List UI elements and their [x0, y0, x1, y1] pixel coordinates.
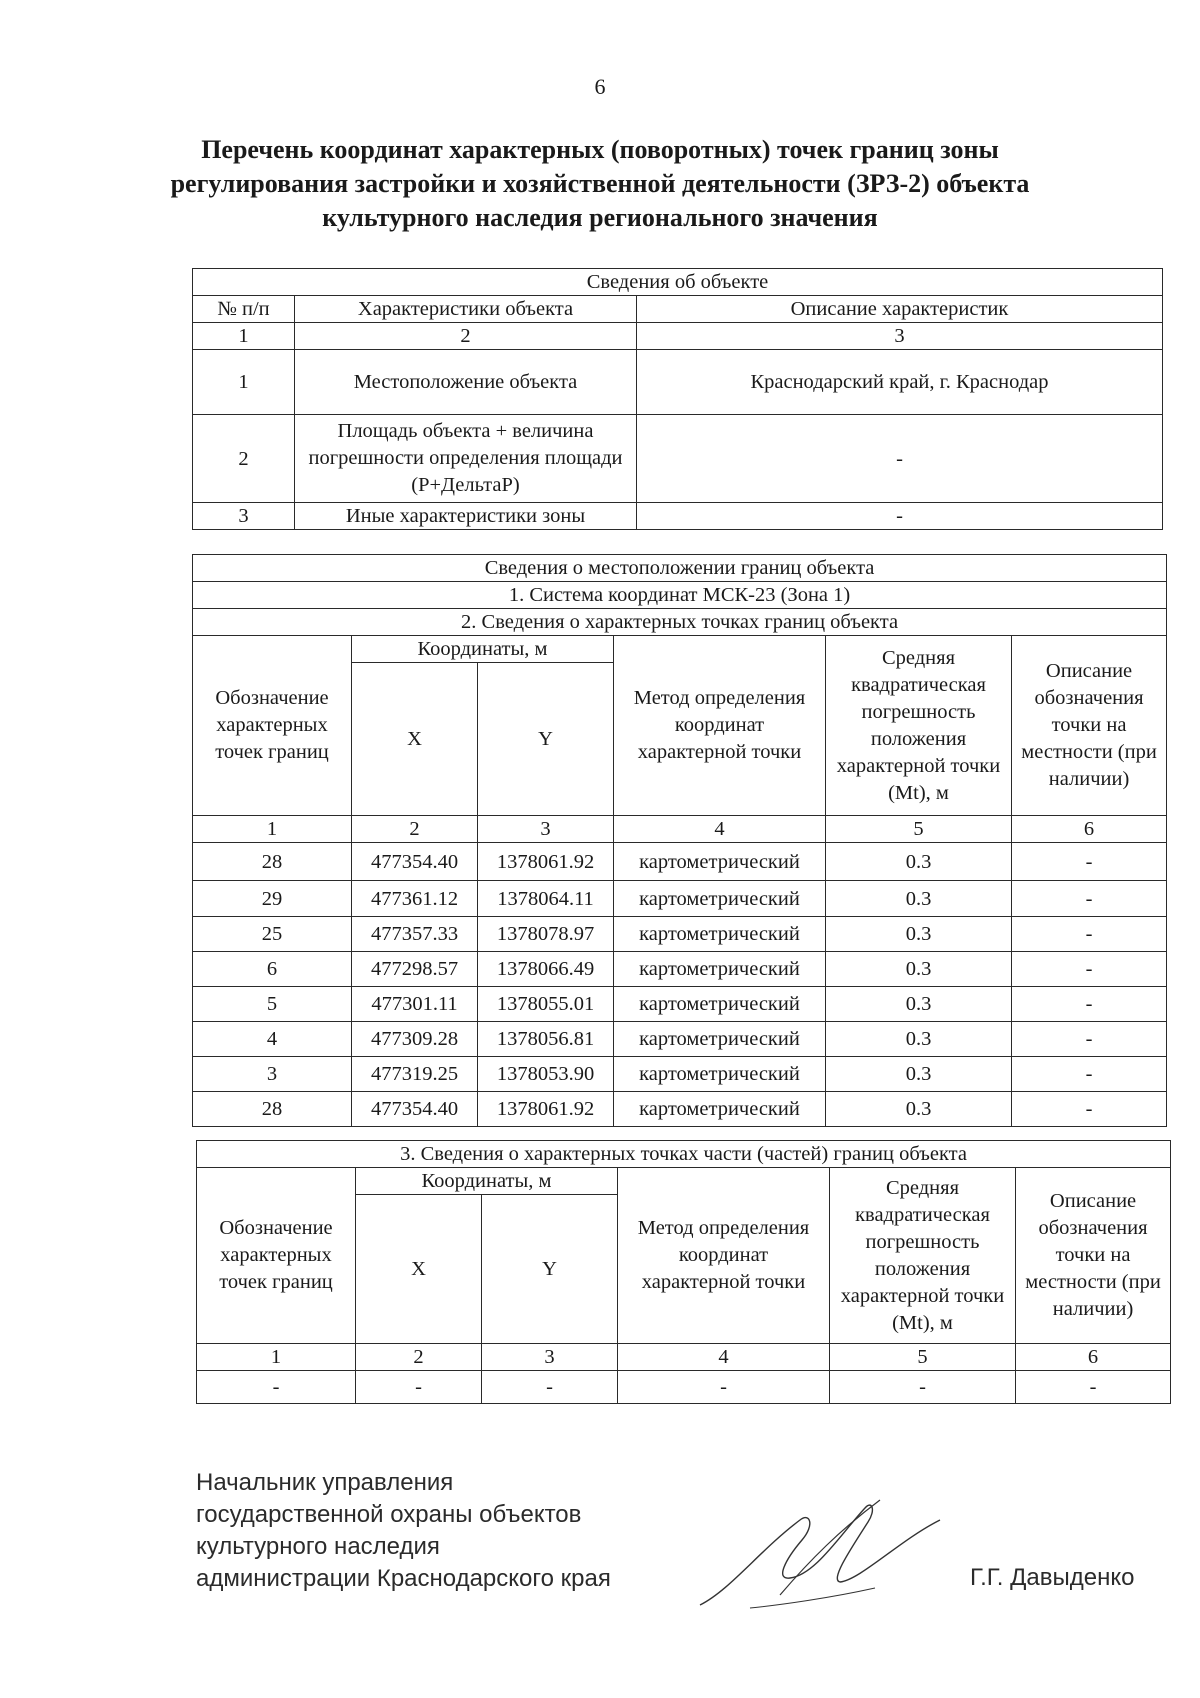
- point-y: 1378053.90: [478, 1057, 614, 1092]
- object-row-name: Площадь объекта + величина погрешности определения площади (Р+ДельтаР): [295, 415, 637, 503]
- header-y: Y: [482, 1195, 618, 1344]
- signer-position-line: государственной охраны объектов: [196, 1501, 582, 1528]
- part-point-description: -: [1016, 1371, 1171, 1404]
- table-row: [193, 917, 1167, 952]
- point-method: картометрический: [614, 987, 826, 1022]
- header-y: Y: [478, 663, 614, 816]
- header-point-description: Описание обозначения точки на местности (при наличии): [1016, 1168, 1171, 1344]
- header-coordinates: Координаты, м: [356, 1168, 618, 1195]
- header-no: № п/п: [193, 296, 295, 323]
- col-number-1: 1: [193, 323, 295, 350]
- col-number-2: 2: [295, 323, 637, 350]
- object-row-name: Иные характеристики зоны: [295, 503, 637, 530]
- point-x: 477319.25: [352, 1057, 478, 1092]
- point-x: 477354.40: [352, 1092, 478, 1127]
- document-title: [150, 133, 1050, 235]
- col-number-6: 6: [1016, 1344, 1171, 1371]
- signer-name: Г.Г. Давыденко: [970, 1564, 1135, 1591]
- col-number-2: 2: [352, 816, 478, 843]
- page-number: 6: [594, 74, 606, 99]
- point-y: 1378056.81: [478, 1022, 614, 1057]
- col-number-1: 1: [193, 816, 352, 843]
- table-row: [193, 843, 1167, 881]
- signer-position: [196, 1467, 611, 1595]
- point-x: 477301.11: [352, 987, 478, 1022]
- point-description: -: [1012, 881, 1167, 917]
- header-method: Метод определения координат характерной точки: [614, 636, 826, 816]
- table-row: [193, 1092, 1167, 1127]
- header-error: Средняя квадратическая погрешность положения характерной точки (Mt), м: [826, 636, 1012, 816]
- point-y: 1378064.11: [478, 881, 614, 917]
- part-point-y: -: [482, 1371, 618, 1404]
- point-y: 1378055.01: [478, 987, 614, 1022]
- col-number-2: 2: [356, 1344, 482, 1371]
- point-mt: 0.3: [826, 1022, 1012, 1057]
- header-method: Метод определения координат характерной точки: [618, 1168, 830, 1344]
- col-number-5: 5: [826, 816, 1012, 843]
- part-point-method: -: [618, 1371, 830, 1404]
- point-method: картометрический: [614, 917, 826, 952]
- point-mt: 0.3: [826, 843, 1012, 881]
- point-description: -: [1012, 1022, 1167, 1057]
- header-point-description: Описание обозначения точки на местности (при наличии): [1012, 636, 1167, 816]
- point-id: 29: [193, 881, 352, 917]
- point-id: 28: [193, 1092, 352, 1127]
- point-x: 477354.40: [352, 843, 478, 881]
- object-row-value: -: [637, 415, 1163, 503]
- point-description: -: [1012, 1057, 1167, 1092]
- table-row: [193, 952, 1167, 987]
- col-number-1: 1: [197, 1344, 356, 1371]
- point-y: 1378078.97: [478, 917, 614, 952]
- point-id: 25: [193, 917, 352, 952]
- col-number-5: 5: [830, 1344, 1016, 1371]
- object-row-value: Краснодарский край, г. Краснодар: [637, 350, 1163, 415]
- signer-position-line: Начальник управления: [196, 1469, 454, 1496]
- point-y: 1378061.92: [478, 843, 614, 881]
- point-mt: 0.3: [826, 881, 1012, 917]
- signer-position-line: администрации Краснодарского края: [196, 1565, 611, 1592]
- point-id: 4: [193, 1022, 352, 1057]
- point-description: -: [1012, 1092, 1167, 1127]
- point-method: картометрический: [614, 1057, 826, 1092]
- object-info-table: [192, 268, 1163, 530]
- points-section-title: 2. Сведения о характерных точках границ объекта: [193, 609, 1167, 636]
- point-x: 477361.12: [352, 881, 478, 917]
- col-number-3: 3: [637, 323, 1163, 350]
- title-line-2: регулирования застройки и хозяйственной деятельности (ЗРЗ-2) объекта: [170, 169, 1030, 198]
- col-number-3: 3: [482, 1344, 618, 1371]
- point-x: 477298.57: [352, 952, 478, 987]
- title-line-1: Перечень координат характерных (поворотных) точек границ зоны: [201, 135, 999, 164]
- title-line-3: культурного наследия регионального значения: [322, 203, 878, 232]
- point-method: картометрический: [614, 881, 826, 917]
- boundary-points-table: [192, 554, 1167, 1127]
- point-description: -: [1012, 987, 1167, 1022]
- point-description: -: [1012, 952, 1167, 987]
- table-row: [193, 1057, 1167, 1092]
- object-row-no: 1: [193, 350, 295, 415]
- point-mt: 0.3: [826, 1057, 1012, 1092]
- point-method: картометрический: [614, 1092, 826, 1127]
- part-point-id: -: [197, 1371, 356, 1404]
- part-points-section-title: 3. Сведения о характерных точках части (частей) границ объекта: [197, 1141, 1171, 1168]
- coordinate-system: 1. Система координат МСК-23 (Зона 1): [193, 582, 1167, 609]
- point-id: 5: [193, 987, 352, 1022]
- point-id: 28: [193, 843, 352, 881]
- header-description: Описание характеристик: [637, 296, 1163, 323]
- object-row-no: 3: [193, 503, 295, 530]
- point-description: -: [1012, 843, 1167, 881]
- header-x: X: [352, 663, 478, 816]
- header-designation: Обозначение характерных точек границ: [197, 1168, 356, 1344]
- point-y: 1378066.49: [478, 952, 614, 987]
- col-number-3: 3: [478, 816, 614, 843]
- header-error: Средняя квадратическая погрешность положения характерной точки (Mt), м: [830, 1168, 1016, 1344]
- part-boundary-points-table: [196, 1140, 1171, 1404]
- handwritten-signature: [690, 1480, 950, 1620]
- header-characteristics: Характеристики объекта: [295, 296, 637, 323]
- header-coordinates: Координаты, м: [352, 636, 614, 663]
- point-y: 1378061.92: [478, 1092, 614, 1127]
- table-row: [193, 1022, 1167, 1057]
- point-mt: 0.3: [826, 1092, 1012, 1127]
- header-x: X: [356, 1195, 482, 1344]
- object-info-section-title: Сведения об объекте: [193, 269, 1163, 296]
- col-number-4: 4: [614, 816, 826, 843]
- object-row-value: -: [637, 503, 1163, 530]
- part-point-x: -: [356, 1371, 482, 1404]
- signer-position-line: культурного наследия: [196, 1533, 440, 1560]
- table-row: [197, 1371, 1171, 1404]
- col-number-4: 4: [618, 1344, 830, 1371]
- point-mt: 0.3: [826, 917, 1012, 952]
- point-mt: 0.3: [826, 987, 1012, 1022]
- point-x: 477309.28: [352, 1022, 478, 1057]
- object-row-name: Местоположение объекта: [295, 350, 637, 415]
- object-row-no: 2: [193, 415, 295, 503]
- point-x: 477357.33: [352, 917, 478, 952]
- location-section-title: Сведения о местоположении границ объекта: [193, 555, 1167, 582]
- col-number-6: 6: [1012, 816, 1167, 843]
- point-mt: 0.3: [826, 952, 1012, 987]
- point-method: картометрический: [614, 843, 826, 881]
- point-id: 6: [193, 952, 352, 987]
- point-description: -: [1012, 917, 1167, 952]
- point-method: картометрический: [614, 952, 826, 987]
- part-point-mt: -: [830, 1371, 1016, 1404]
- point-id: 3: [193, 1057, 352, 1092]
- table-row: [193, 881, 1167, 917]
- point-method: картометрический: [614, 1022, 826, 1057]
- table-row: [193, 987, 1167, 1022]
- header-designation: Обозначение характерных точек границ: [193, 636, 352, 816]
- points-rows: [193, 843, 1167, 1127]
